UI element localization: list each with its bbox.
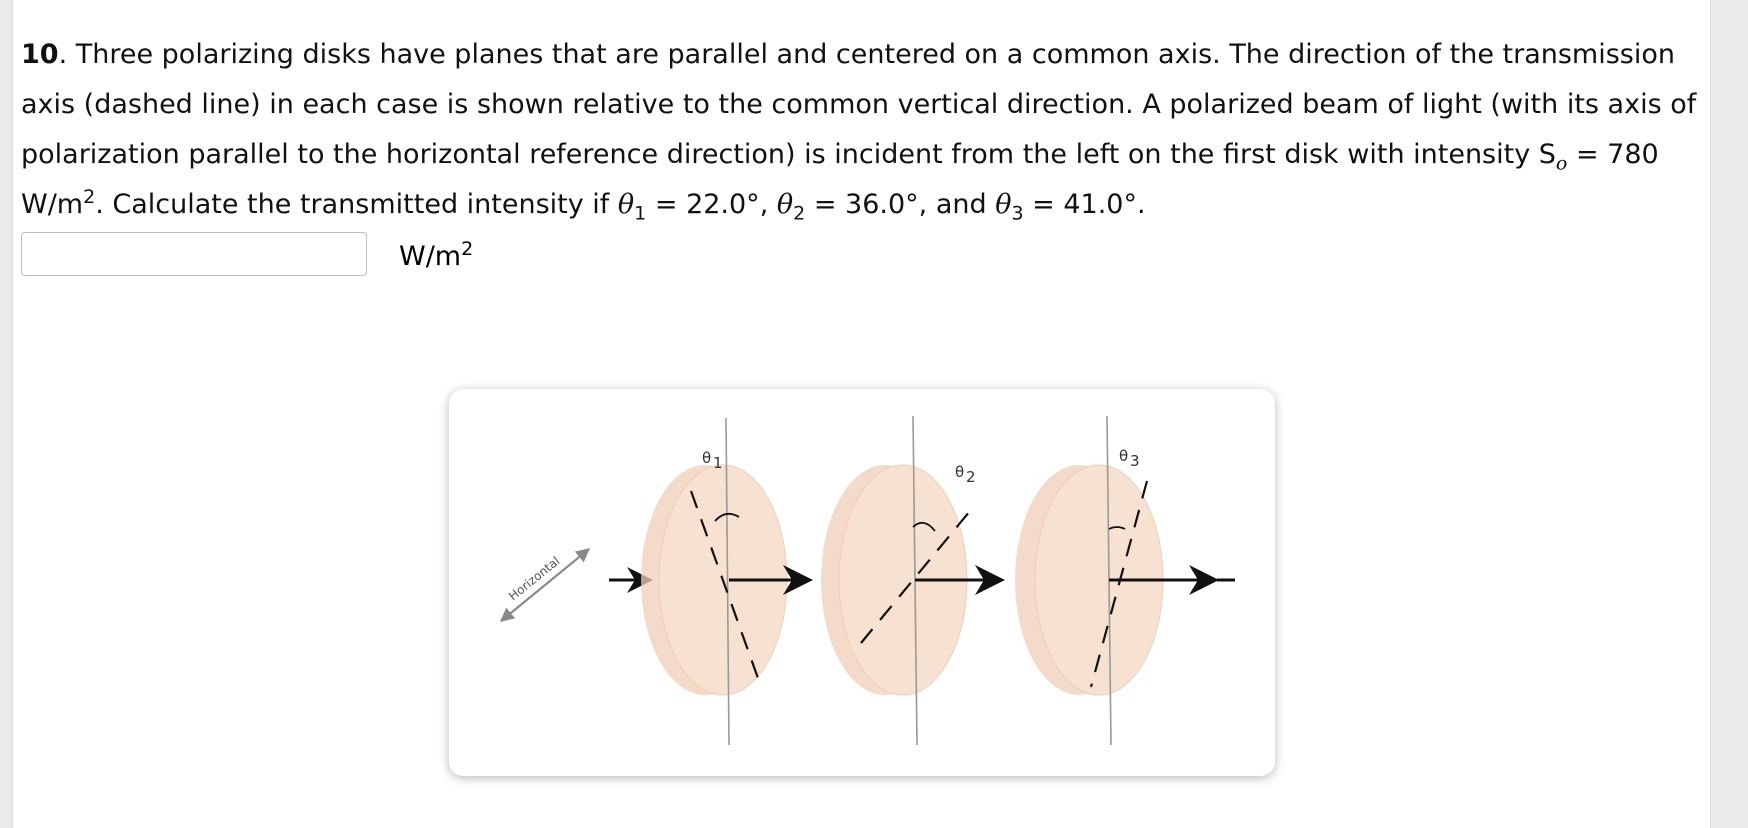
theta1-symbol: θ [617, 189, 635, 220]
answer-unit-base: W/m [399, 241, 462, 272]
question-number: 10 [21, 39, 59, 70]
intensity-exponent: 2 [83, 186, 96, 208]
polarizer-disk-3 [1015, 416, 1235, 745]
polarizer-disk-1 [641, 418, 813, 745]
question-text: 10. Three polarizing disks have planes that are parallel and centered on a common axis. The direction of the transmission axis (dashed line) in each case is shown relative to the common vertical direction. A polarized beam of light (with its axis of polarization parallel to the horizontal reference direction) is incident from the left on the first disk with intensity $S_o = 780$ $W/m^2$. Calculate the transmitted intensity if $\theta_1 = 22.0^\circ$, $\theta_2 = 36.0^\circ$, and $\theta_3 = 41.0^\circ$. [21, 39, 1697, 225]
calc-text: . Calculate the transmitted intensity if [95, 189, 618, 220]
horizontal-reference-arrow [501, 549, 589, 621]
theta2-subscript: 2 [793, 202, 806, 225]
theta3-subscript: 3 [1011, 202, 1024, 225]
theta2-value: = 36.0° [813, 189, 919, 220]
horizontal-label: Horizontal [506, 553, 563, 604]
theta1-label-sub: 1 [713, 454, 723, 472]
intensity-value: 780 W/m [21, 139, 1659, 220]
theta2-symbol: θ [776, 189, 794, 220]
theta1-subscript: 1 [634, 202, 647, 225]
theta3-label: θ [1119, 447, 1129, 465]
theta1-value: = 22.0° [654, 189, 760, 220]
question-card [12, 0, 1711, 828]
polarizer-figure [449, 389, 1275, 776]
answer-unit-exponent: 2 [461, 238, 474, 260]
theta3-label-sub: 3 [1130, 452, 1140, 470]
intensity-subscript: o [1555, 152, 1568, 175]
theta1-label: θ [702, 449, 712, 467]
question-body: Three polarizing disks have planes that are parallel and centered on a common axis. The direction of the transmission axis (dashed line) in each case is shown relative to the common vertical direction. A polarized beam of light (with its axis of polarization parallel to the horizontal reference direction) is incident from the left on the first disk with intensity S [21, 39, 1697, 170]
theta3-value: = 41.0° [1032, 189, 1137, 220]
and-text: and [935, 189, 987, 220]
theta2-label-sub: 2 [966, 468, 976, 486]
polarizer-diagram [449, 389, 1275, 776]
polarizer-disk-2 [821, 416, 1005, 745]
theta3-symbol: θ [995, 189, 1012, 220]
answer-unit [399, 232, 473, 282]
answer-input[interactable] [21, 232, 367, 276]
theta2-label: θ [955, 463, 965, 481]
